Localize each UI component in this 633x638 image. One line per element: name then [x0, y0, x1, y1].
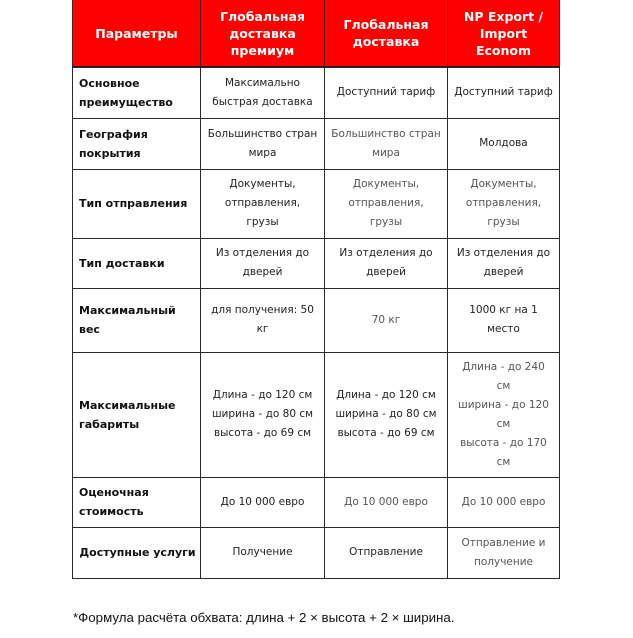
cell-text-line: Глобальная: [343, 17, 429, 32]
header-global-premium: [201, 0, 325, 67]
table-cell: [448, 352, 560, 477]
cell-text-line: Глобальная: [219, 8, 306, 24]
delivery-comparison-table: [72, 0, 560, 579]
header-global: [325, 0, 448, 67]
cell-text-line: ширина - до 80 см: [211, 408, 314, 420]
cell-text-line: мира: [248, 146, 277, 159]
table-cell: [325, 238, 448, 288]
cell-text-line: преимущество: [79, 95, 173, 109]
row-label: [73, 477, 201, 527]
cell-text-line: Econom: [475, 42, 532, 58]
cell-text-line: высота - до 69 см: [337, 427, 435, 439]
cell-text-line: см: [496, 379, 511, 392]
cell-text-line: доставка: [229, 25, 296, 41]
cell-text-line: Документы,: [229, 178, 296, 190]
cell-text-line: Большинство стран: [207, 127, 318, 140]
table-row: [73, 238, 560, 288]
cell-text-line: см: [496, 417, 511, 430]
table-cell: [325, 67, 448, 118]
cell-text-line: Длина - до 240: [462, 360, 545, 373]
table-cell: [325, 352, 448, 477]
table-cell: [201, 527, 325, 578]
cell-text-line: География: [79, 127, 148, 141]
table-cell: [201, 477, 325, 527]
row-label: [73, 352, 201, 477]
cell-text-line: Документы,: [352, 178, 420, 190]
table-row: [73, 527, 560, 578]
cell-text-line: До 10 000 евро: [461, 495, 546, 508]
cell-text-line: Отправление и: [461, 536, 546, 549]
table-cell: [448, 67, 560, 118]
cell-text-line: Из отделения до: [456, 247, 551, 259]
cell-text-line: стоимость: [79, 505, 144, 518]
cell-text-line: быстрая доставка: [212, 95, 313, 108]
cell-text-line: отправления,: [224, 197, 301, 209]
row-label: [73, 169, 201, 238]
cell-text-line: Длина - до 120 см: [336, 389, 436, 401]
cell-text-line: вес: [79, 323, 100, 336]
cell-text-line: Оценочная: [79, 486, 149, 499]
cell-text-line: Из отделения до: [339, 247, 433, 259]
cell-text-line: для получения: 50: [211, 304, 314, 316]
cell-text-line: Большинство стран: [331, 127, 441, 140]
cell-text-line: ширина - до 120: [458, 398, 549, 411]
table-cell: [325, 288, 448, 352]
row-label: [73, 238, 201, 288]
cell-text-line: Из отделения до: [215, 247, 310, 259]
cell-text-line: Доступний тариф: [336, 86, 436, 99]
cell-text-line: габариты: [79, 417, 140, 431]
cell-text-line: грузы: [369, 216, 403, 228]
cell-text-line: кг: [256, 323, 269, 335]
table-cell: [448, 118, 560, 169]
cell-text-line: см: [496, 455, 511, 468]
header-row: [73, 0, 560, 67]
table-cell: [201, 238, 325, 288]
table-cell: [448, 527, 560, 578]
cell-text-line: доставка: [352, 34, 420, 49]
table-row: [73, 169, 560, 238]
cell-text-line: высота - до 170: [460, 436, 547, 449]
cell-text-line: Документы,: [470, 178, 537, 190]
table-cell: [325, 118, 448, 169]
row-label: [73, 118, 201, 169]
table-cell: [325, 477, 448, 527]
cell-text-line: отправления,: [348, 197, 424, 209]
cell-text-line: Молдова: [479, 137, 528, 149]
table-cell: [201, 352, 325, 477]
table-row: [73, 67, 560, 118]
cell-text-line: премиум: [230, 42, 295, 58]
cell-text-line: дверей: [242, 266, 283, 278]
cell-text-line: высота - до 69 см: [213, 427, 312, 439]
cell-text-line: Максимально: [225, 76, 300, 89]
cell-text-line: 1000 кг на 1: [469, 304, 538, 316]
table-row: [73, 477, 560, 527]
cell-text-line: NP Export /: [463, 8, 544, 24]
cell-text-line: До 10 000 евро: [344, 495, 428, 508]
table-cell: [325, 527, 448, 578]
header-parameters: [73, 0, 201, 67]
cell-text-line: Параметры: [95, 25, 178, 41]
cell-text-line: ширина - до 80 см: [335, 408, 437, 420]
cell-text-line: Доступные услуги: [79, 546, 196, 559]
table-cell: [448, 288, 560, 352]
cell-text-line: Получение: [232, 546, 293, 558]
girth-formula-footnote: *Формула расчёта обхвата: длина + 2 × высота + 2 × ширина.: [73, 610, 455, 625]
table-cell: [325, 169, 448, 238]
row-label: [73, 288, 201, 352]
cell-text-line: До 10 000 евро: [220, 495, 305, 508]
table-cell: [201, 169, 325, 238]
cell-text-line: Доступний тариф: [454, 86, 553, 99]
cell-text-line: Import: [479, 25, 528, 41]
row-label: [73, 527, 201, 578]
cell-text-line: место: [487, 323, 520, 335]
cell-text-line: дверей: [366, 266, 406, 278]
cell-text-line: Тип доставки: [79, 256, 165, 270]
cell-text-line: отправления,: [465, 197, 542, 209]
table-cell: [448, 238, 560, 288]
cell-text-line: Отправление: [349, 546, 423, 558]
table-cell: [201, 288, 325, 352]
cell-text-line: Тип отправления: [79, 197, 188, 210]
table-row: [73, 118, 560, 169]
table-cell: [201, 118, 325, 169]
cell-text-line: Основное: [79, 76, 140, 90]
table-row: [73, 352, 560, 477]
cell-text-line: Максимальный: [79, 304, 176, 317]
cell-text-line: получение: [473, 555, 534, 568]
header-np-export-import-econom: [448, 0, 560, 67]
cell-text-line: Длина - до 120 см: [212, 389, 313, 401]
cell-text-line: 70 кг: [371, 313, 401, 326]
cell-text-line: мира: [372, 146, 400, 159]
cell-text-line: покрытия: [79, 146, 141, 160]
row-label: [73, 67, 201, 118]
table-cell: [201, 67, 325, 118]
cell-text-line: дверей: [483, 266, 524, 278]
cell-text-line: грузы: [246, 216, 279, 228]
table-cell: [448, 477, 560, 527]
table-row: [73, 288, 560, 352]
cell-text-line: Максимальные: [79, 398, 176, 412]
table-cell: [448, 169, 560, 238]
cell-text-line: грузы: [487, 216, 520, 228]
